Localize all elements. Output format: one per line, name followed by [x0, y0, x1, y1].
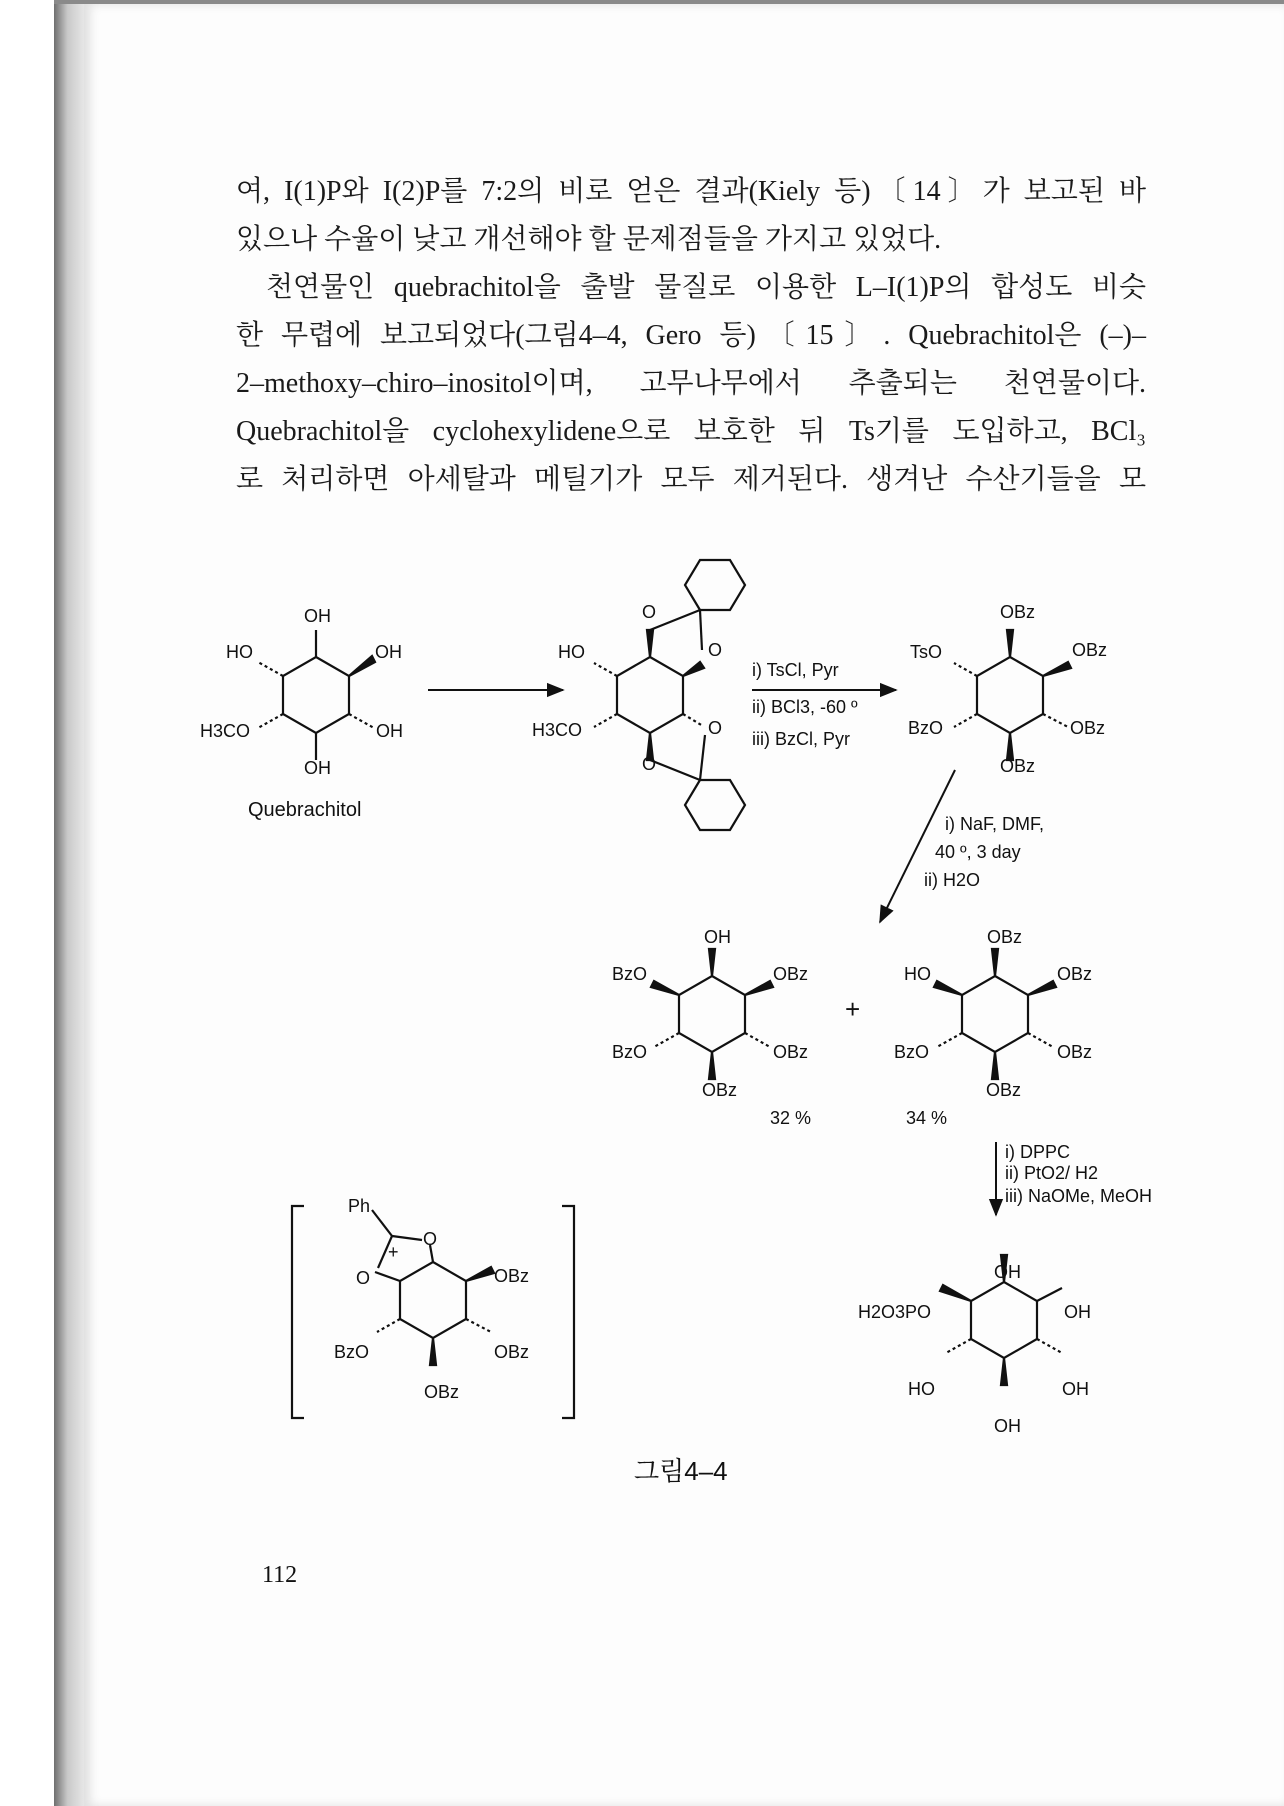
yield-label: 32 %	[770, 1108, 812, 1128]
product-a-sub: BzO	[612, 964, 648, 984]
product-a-sub: OBz	[773, 1042, 809, 1062]
acetal-sub: HO	[558, 642, 585, 662]
quebrachitol-structure	[258, 630, 375, 760]
acetal-oxygen: O	[642, 754, 657, 774]
quebrachitol-sub: OH	[304, 606, 331, 626]
reagent-line: ii) BCl3, -60 º	[752, 697, 858, 717]
product-a-sub: OBz	[702, 1080, 738, 1100]
text-line: 로 처리하면 아세탈과 메틸기가 모두 제거된다. 생겨난 수산기들을 모	[236, 464, 1146, 495]
intermediate-charge: +	[388, 1242, 399, 1262]
reagent-line: iii) NaOMe, MeOH	[1005, 1186, 1153, 1206]
product-a-structure	[651, 949, 773, 1079]
text-line: 천연물인 quebrachitol을 출발 물질로 이용한 L–I(1)P의 합성도 비슷	[266, 272, 1146, 303]
acetal-oxygen: O	[642, 602, 657, 622]
quebrachitol-sub: OH	[304, 758, 331, 778]
product-b-sub: HO	[904, 964, 931, 984]
product-b-sub: OBz	[986, 1080, 1022, 1100]
bis-cyclohexylidene-structure	[594, 560, 745, 830]
final-sub: OH	[1062, 1379, 1089, 1399]
acetal-oxygen: O	[708, 718, 723, 738]
intermediate-sub: OBz	[494, 1342, 530, 1362]
quebrachitol-sub: H3CO	[200, 721, 251, 741]
text-line: Quebrachitol을 cyclohexylidene으로 보호한 뒤 Ts기를 도입하고, BCl₃	[236, 416, 1146, 447]
final-sub: H2O3PO	[858, 1302, 932, 1322]
intermediate-sub: BzO	[334, 1342, 370, 1362]
reagent-line: i) TsCl, Pyr	[752, 660, 839, 680]
product-a-sub: OBz	[773, 964, 809, 984]
reagent-line: 40 º, 3 day	[935, 842, 1021, 862]
reagent-line: i) DPPC	[1005, 1142, 1071, 1162]
final-sub: OH	[994, 1262, 1021, 1282]
intermediate-ph: Ph	[348, 1196, 371, 1216]
tosylate-sub: TsO	[910, 642, 943, 662]
plus-sign: +	[845, 994, 861, 1024]
tosylate-sub: OBz	[1000, 602, 1036, 622]
text-line: 여, I(1)P와 I(2)P를 7:2의 비로 얻은 결과(Kiely 등)〔14〕가 보고된 바	[236, 176, 1146, 207]
reagent-line: i) NaF, DMF,	[945, 814, 1044, 834]
quebrachitol-sub: OH	[376, 721, 403, 741]
tosylate-structure	[954, 630, 1071, 760]
figure-caption: 그림4–4	[634, 1456, 728, 1486]
final-sub: OH	[994, 1416, 1021, 1436]
final-sub: HO	[908, 1379, 935, 1399]
product-b-sub: OBz	[1057, 1042, 1093, 1062]
tosylate-sub: OBz	[1000, 756, 1036, 776]
tosylate-sub: BzO	[908, 718, 944, 738]
tosylate-sub: OBz	[1070, 718, 1106, 738]
intermediate-sub: OBz	[494, 1266, 530, 1286]
reagent-line: ii) H2O	[924, 870, 981, 890]
intermediate-oxygen: O	[423, 1229, 438, 1249]
page-number: 112	[262, 1562, 298, 1588]
yield-label: 34 %	[906, 1108, 948, 1128]
product-b-sub: BzO	[894, 1042, 930, 1062]
product-b-sub: OBz	[987, 927, 1023, 947]
acetal-sub: H3CO	[532, 720, 583, 740]
intermediate-oxygen: O	[356, 1268, 371, 1288]
final-sub: OH	[1064, 1302, 1091, 1322]
product-b-sub: OBz	[1057, 964, 1093, 984]
text-line: 있으나 수율이 낮고 개선해야 할 문제점들을 가지고 있었다.	[236, 224, 942, 255]
acetal-oxygen: O	[708, 640, 723, 660]
product-a-sub: OH	[704, 927, 731, 947]
quebrachitol-sub: HO	[226, 642, 253, 662]
reagent-line: ii) PtO2/ H2	[1005, 1163, 1099, 1183]
reagent-line: iii) BzCl, Pyr	[752, 729, 850, 749]
product-b-structure	[934, 949, 1056, 1079]
intermediate-sub: OBz	[424, 1382, 460, 1402]
text-line: 2–methoxy–chiro–inositol이며, 고무나무에서 추출되는 천연물이다.	[236, 368, 1146, 399]
quebrachitol-label: Quebrachitol	[248, 799, 362, 821]
quebrachitol-sub: OH	[375, 642, 402, 662]
product-a-sub: BzO	[612, 1042, 648, 1062]
text-line: 한 무렵에 보고되었다(그림4–4, Gero 등)〔15〕. Quebrachitol은 (–)–	[236, 320, 1146, 351]
tosylate-sub: OBz	[1072, 640, 1108, 660]
